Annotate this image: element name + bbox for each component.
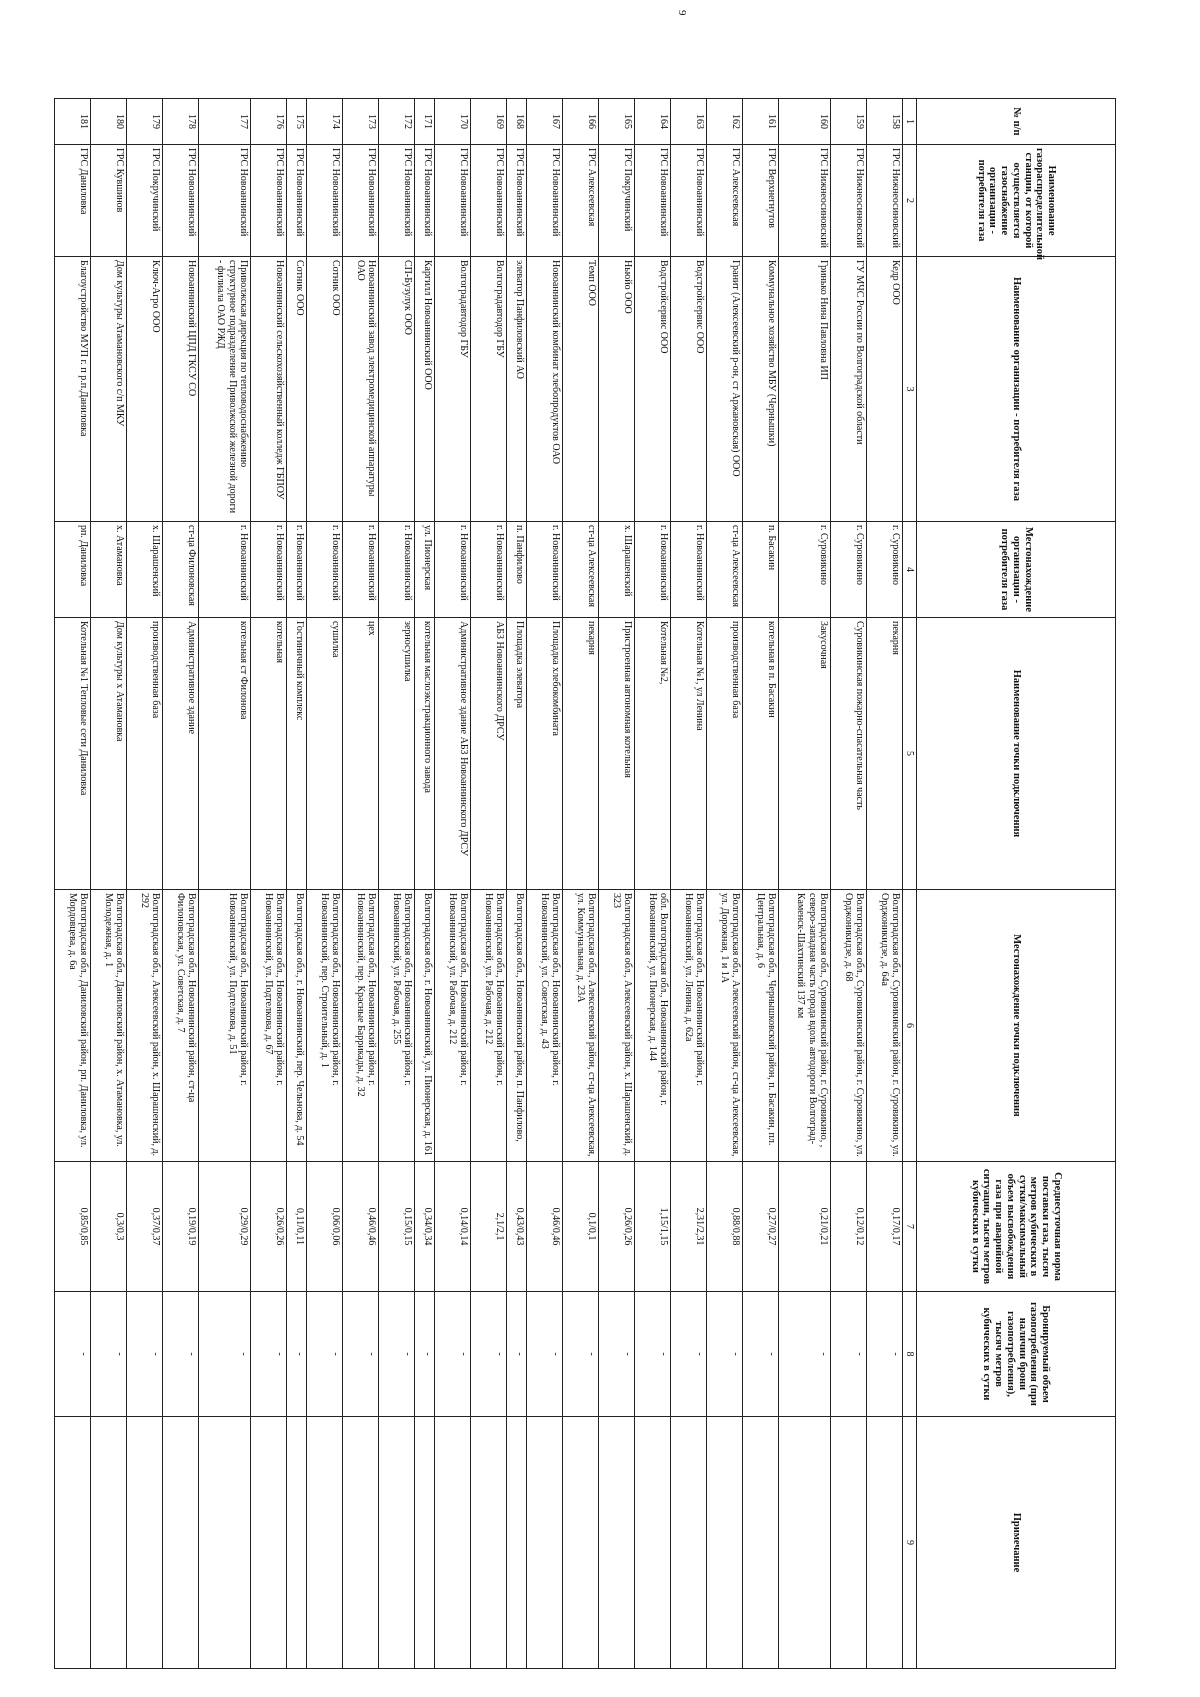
- reserved-volume: -: [471, 1292, 507, 1417]
- connection-point-address: Волгоградская обл., Алексеевский район, ст-ца Алексеевская, ул. Дорожная, 1 и 1А: [707, 890, 743, 1162]
- table-row: [199, 99, 251, 1669]
- gas-norm: 0,27/0,27: [743, 1162, 779, 1292]
- note: [471, 1417, 507, 1669]
- row-number: 177: [199, 99, 251, 145]
- table-row: [471, 99, 507, 1669]
- consumer-location: г. Суровикино: [779, 522, 831, 618]
- connection-point-address: Волгоградская обл., Новоаннинский район, п. Панфилово,: [507, 890, 527, 1162]
- grs-name: ГРС Новоаннинский: [306, 145, 342, 257]
- header-cell: № п/п: [917, 99, 1116, 145]
- gas-norm: 0,88/0,88: [707, 1162, 743, 1292]
- consumer-name: Водстройсервис ООО: [635, 257, 671, 522]
- reserved-volume: -: [91, 1292, 127, 1417]
- reserved-volume: -: [199, 1292, 251, 1417]
- table-row: [507, 99, 527, 1669]
- grs-name: ГРС Новоаннинский: [671, 145, 707, 257]
- gas-norm: 0,19/0,19: [163, 1162, 199, 1292]
- table-row: [127, 99, 163, 1669]
- grs-name: ГРС Нижнеосиновский: [866, 145, 902, 257]
- connection-point-address: Волгоградская обл., Новоаннинский район, ст-ца Филоновская, ул. Советская, д. 7: [163, 890, 199, 1162]
- connection-point-address: Волгоградская обл., Даниловский район, рп. Даниловка, ул. Мордовцева, д. 6а: [55, 890, 91, 1162]
- consumer-name: Новоаннинский ЦПД ГКСУ СО: [163, 257, 199, 522]
- consumer-name: Ньюйо ООО: [599, 257, 635, 522]
- note: [563, 1417, 599, 1669]
- row-number: 171: [414, 99, 434, 145]
- connection-point-name: Суровикинская пожарно-спасательная часть: [830, 618, 866, 890]
- connection-point-name: АБЗ Новоаннинского ДРСУ: [471, 618, 507, 890]
- header-cell: Наименование организации - потребителя газа: [917, 257, 1116, 522]
- gas-norm: 0,21/0,21: [779, 1162, 831, 1292]
- consumer-name: элеватор Панфиловский АО: [507, 257, 527, 522]
- note: [199, 1417, 251, 1669]
- column-number-row: [902, 99, 916, 1669]
- gas-norm: 0,15/0,15: [378, 1162, 414, 1292]
- consumer-location: г. Новоаннинский: [342, 522, 378, 618]
- connection-point-name: Площадка хлебокомбината: [527, 618, 563, 890]
- header-cell: Примечание: [917, 1417, 1116, 1669]
- connection-point-address: Волгоградская обл., г. Новоаннинский, ул. Пионерская, д. 161: [414, 890, 434, 1162]
- consumer-location: рп. Даниловка: [55, 522, 91, 618]
- consumer-location: х. Атамановка: [91, 522, 127, 618]
- connection-point-name: котельная ст Филонова: [199, 618, 251, 890]
- column-number: 5: [902, 618, 916, 890]
- table-row: [435, 99, 471, 1669]
- row-number: 179: [127, 99, 163, 145]
- reserved-volume: -: [507, 1292, 527, 1417]
- consumer-name: Сотник ООО: [286, 257, 306, 522]
- table-row: [635, 99, 671, 1669]
- table-row: [414, 99, 434, 1669]
- reserved-volume: -: [286, 1292, 306, 1417]
- connection-point-address: Волгоградская обл., Суровикинский район, г. Суровикино, ул. Орджоникидзе, д. 64а: [866, 890, 902, 1162]
- header-cell: Бронируемый объем газопотребления (при наличии брони газопотребления), тысяч метров кубических в сутки: [917, 1292, 1116, 1417]
- row-number: 176: [250, 99, 286, 145]
- consumer-name: Благоустройство МУП г. п р.п.Даниловка: [55, 257, 91, 522]
- reserved-volume: -: [830, 1292, 866, 1417]
- table-row: [378, 99, 414, 1669]
- reserved-volume: -: [563, 1292, 599, 1417]
- grs-name: ГРС Нижнеосиновский: [830, 145, 866, 257]
- grs-name: ГРС Алексеевская: [707, 145, 743, 257]
- reserved-volume: -: [306, 1292, 342, 1417]
- consumer-location: г. Новоаннинский: [306, 522, 342, 618]
- reserved-volume: -: [414, 1292, 434, 1417]
- row-number: 167: [527, 99, 563, 145]
- header-cell: Наименование точки подключения: [917, 618, 1116, 890]
- consumer-location: х. Шарашенский: [127, 522, 163, 618]
- note: [779, 1417, 831, 1669]
- column-number: 2: [902, 145, 916, 257]
- connection-point-name: котельная маслоэкстракционного завода: [414, 618, 434, 890]
- consumer-name: Коммунальное хозяйство МБУ (Чернышки): [743, 257, 779, 522]
- reserved-volume: -: [342, 1292, 378, 1417]
- gas-norm: 2,31/2,31: [671, 1162, 707, 1292]
- reserved-volume: -: [55, 1292, 91, 1417]
- row-number: 164: [635, 99, 671, 145]
- reserved-volume: -: [435, 1292, 471, 1417]
- grs-name: ГРС Новоаннинский: [527, 145, 563, 257]
- header-row: [917, 99, 1116, 1669]
- connection-point-name: Котельная №1, ул Ленина: [671, 618, 707, 890]
- connection-point-address: Волгоградская обл., г. Новоаннинский, пер. Чельнова, д. 54: [286, 890, 306, 1162]
- gas-norm: 0,17/0,17: [866, 1162, 902, 1292]
- table-row: [342, 99, 378, 1669]
- connection-point-address: Волгоградская обл., Чернышковский район, п. Басакин, пл. Центральная, д. 6: [743, 890, 779, 1162]
- consumer-location: ст-ца Алексеевская: [707, 522, 743, 618]
- note: [707, 1417, 743, 1669]
- connection-point-address: Волгоградская обл., Новоаннинский район, г. Новоаннинский, ул. Ленина, д. 62а: [671, 890, 707, 1162]
- connection-point-name: зерносушилка: [378, 618, 414, 890]
- table-row: [91, 99, 127, 1669]
- gas-norm: 0,43/0,43: [507, 1162, 527, 1292]
- row-number: 160: [779, 99, 831, 145]
- note: [91, 1417, 127, 1669]
- note: [286, 1417, 306, 1669]
- connection-point-name: Котельная №1 Тепловые сети Даниловка: [55, 618, 91, 890]
- consumer-location: ст-ца Филоновская: [163, 522, 199, 618]
- column-number: 8: [902, 1292, 916, 1417]
- row-number: 159: [830, 99, 866, 145]
- connection-point-address: Волгоградская обл., Новоаннинский район, г. Новоаннинский, пер. Строительный, д. 1: [306, 890, 342, 1162]
- table-row: [286, 99, 306, 1669]
- row-number: 173: [342, 99, 378, 145]
- column-number: 4: [902, 522, 916, 618]
- connection-point-address: Волгоградская обл., Суровикинский район, г. Суровикино, , северо-западная часть города вдоль автодороги Волгоград-Каменск-Шахтинский 137 км: [779, 890, 831, 1162]
- consumer-name: Ключ-Агро ООО: [127, 257, 163, 522]
- connection-point-name: Дом культуры х Атамановка: [91, 618, 127, 890]
- connection-point-address: Волгоградская обл., Алексеевский район, ст-ца Алексеевская, ул. Коммунальная, д. 23А: [563, 890, 599, 1162]
- consumer-location: ул. Пионерская: [414, 522, 434, 618]
- consumer-location: г. Новоаннинский: [527, 522, 563, 618]
- reserved-volume: -: [635, 1292, 671, 1417]
- grs-name: ГРС Новоаннинский: [507, 145, 527, 257]
- connection-point-name: Площадка элеватора: [507, 618, 527, 890]
- connection-point-address: Волгоградская обл., Новоаннинский район, г. Новоаннинский, ул. Подтелкова, д. 67: [250, 890, 286, 1162]
- table-body: [55, 99, 903, 1669]
- reserved-volume: -: [163, 1292, 199, 1417]
- table-row: [830, 99, 866, 1669]
- connection-point-name: котельная: [250, 618, 286, 890]
- row-number: 175: [286, 99, 306, 145]
- reserved-volume: -: [378, 1292, 414, 1417]
- reserved-volume: -: [743, 1292, 779, 1417]
- table-row: [563, 99, 599, 1669]
- header-cell: Местонахождение точки подключения: [917, 890, 1116, 1162]
- consumer-name: Волгоградавтодор ГБУ: [435, 257, 471, 522]
- consumer-location: г. Новоаннинский: [435, 522, 471, 618]
- reserved-volume: -: [599, 1292, 635, 1417]
- consumer-location: ст-ца Алексеевская: [563, 522, 599, 618]
- gas-supply-table: [54, 98, 1116, 1669]
- connection-point-name: пекарня: [563, 618, 599, 890]
- table-row: [599, 99, 635, 1669]
- note: [127, 1417, 163, 1669]
- row-number: 163: [671, 99, 707, 145]
- column-number: 6: [902, 890, 916, 1162]
- connection-point-name: Административное здание АБЗ Новоаннинского ДРСУ: [435, 618, 471, 890]
- connection-point-address: Волгоградская обл., Суровикинский район, г. Суровикино, ул. Орджоникидзе, д. 68: [830, 890, 866, 1162]
- connection-point-address: Волгоградская обл., Новоаннинский район, г. Новоаннинский, ул. Рабочая, д. 212: [471, 890, 507, 1162]
- row-number: 162: [707, 99, 743, 145]
- gas-norm: 0,12/0,12: [830, 1162, 866, 1292]
- consumer-location: г. Новоаннинский: [286, 522, 306, 618]
- connection-point-address: Волгоградская обл., Алексеевский район, х. Шарашенский, д. 323: [599, 890, 635, 1162]
- row-number: 165: [599, 99, 635, 145]
- table-row: [671, 99, 707, 1669]
- consumer-name: Дом культуры Атамановского с/п МКУ: [91, 257, 127, 522]
- connection-point-address: Волгоградская обл., Новоаннинский район, г. Новоаннинский, ул. Рабочая, д. 255: [378, 890, 414, 1162]
- grs-name: ГРС Новоаннинский: [414, 145, 434, 257]
- consumer-name: ГУ МЧС России по Волгоградской области: [830, 257, 866, 522]
- note: [414, 1417, 434, 1669]
- row-number: 174: [306, 99, 342, 145]
- row-number: 170: [435, 99, 471, 145]
- consumer-name: Приволжская дирекция по тепловодоснабжению структурное подразделение Приволжской железной дороги - филиала ОАО РЖД: [199, 257, 251, 522]
- grs-name: ГРС Кувшинов: [91, 145, 127, 257]
- note: [306, 1417, 342, 1669]
- consumer-location: г. Новоаннинский: [378, 522, 414, 618]
- table-row: [306, 99, 342, 1669]
- connection-point-name: производственная база: [127, 618, 163, 890]
- column-number: 3: [902, 257, 916, 522]
- consumer-name: СП-Бузулук ООО: [378, 257, 414, 522]
- connection-point-name: сушилка: [306, 618, 342, 890]
- consumer-name: Новоаннинский завод электромедицинской аппаратуры ОАО: [342, 257, 378, 522]
- gas-norm: 0,85/0,85: [55, 1162, 91, 1292]
- grs-name: ГРС Новоаннинский: [635, 145, 671, 257]
- consumer-location: х. Шарашенский: [599, 522, 635, 618]
- header-cell: Среднесуточная норма поставки газа, тысяч метров кубических в сутки/максимальный объем высвобождения газа при аварийной ситуации, тысяч метров кубических в сутки: [917, 1162, 1116, 1292]
- grs-name: ГРС Новоаннинский: [163, 145, 199, 257]
- consumer-location: г. Суровикино: [830, 522, 866, 618]
- column-number: 1: [902, 99, 916, 145]
- grs-name: ГРС Новоаннинский: [435, 145, 471, 257]
- note: [635, 1417, 671, 1669]
- consumer-name: Водстройсервис ООО: [671, 257, 707, 522]
- gas-norm: 2,1/2,1: [471, 1162, 507, 1292]
- connection-point-address: Волгоградская обл., Алексеевский район, х. Шарашенский, д. 292: [127, 890, 163, 1162]
- consumer-location: г. Новоаннинский: [199, 522, 251, 618]
- grs-name: ГРС Новоаннинский: [471, 145, 507, 257]
- table-row: [779, 99, 831, 1669]
- reserved-volume: -: [866, 1292, 902, 1417]
- row-number: 180: [91, 99, 127, 145]
- note: [830, 1417, 866, 1669]
- gas-norm: 0,14/0,14: [435, 1162, 471, 1292]
- table-row: [55, 99, 91, 1669]
- reserved-volume: -: [250, 1292, 286, 1417]
- row-number: 172: [378, 99, 414, 145]
- consumer-name: Гранит (Алексеевский р-он, ст Аржановская) ООО: [707, 257, 743, 522]
- page-number: 9: [676, 10, 688, 16]
- note: [163, 1417, 199, 1669]
- reserved-volume: -: [127, 1292, 163, 1417]
- note: [507, 1417, 527, 1669]
- reserved-volume: -: [779, 1292, 831, 1417]
- row-number: 158: [866, 99, 902, 145]
- grs-name: ГРС Новоаннинский: [378, 145, 414, 257]
- consumer-location: п. Басакин: [743, 522, 779, 618]
- connection-point-name: Административное здание: [163, 618, 199, 890]
- connection-point-address: Волгоградская обл., Новоаннинский район, г. Новоаннинский, пер. Красные Баррикады, д. 32: [342, 890, 378, 1162]
- gas-norm: 0,46/0,46: [527, 1162, 563, 1292]
- table-row: [707, 99, 743, 1669]
- row-number: 178: [163, 99, 199, 145]
- consumer-name: Каргилл Новоаннинский ООО: [414, 257, 434, 522]
- connection-point-name: пекарня: [866, 618, 902, 890]
- note: [250, 1417, 286, 1669]
- note: [527, 1417, 563, 1669]
- grs-name: ГРС Новоаннинский: [250, 145, 286, 257]
- table-row: [250, 99, 286, 1669]
- table-row: [527, 99, 563, 1669]
- reserved-volume: -: [527, 1292, 563, 1417]
- gas-norm: 1,15/1,15: [635, 1162, 671, 1292]
- grs-name: ГРС Покручинский: [127, 145, 163, 257]
- note: [599, 1417, 635, 1669]
- connection-point-name: Гостиничный комплекс: [286, 618, 306, 890]
- grs-name: ГРС Верхнегнутов: [743, 145, 779, 257]
- gas-norm: 0,26/0,26: [599, 1162, 635, 1292]
- note: [435, 1417, 471, 1669]
- grs-name: ГРС Новоаннинский: [199, 145, 251, 257]
- consumer-location: г. Новоаннинский: [250, 522, 286, 618]
- connection-point-address: Волгоградская обл., Даниловский район, х. Атамановка, ул. Молодежная, д. 1: [91, 890, 127, 1162]
- note: [671, 1417, 707, 1669]
- gas-norm: 0,3/0,3: [91, 1162, 127, 1292]
- connection-point-address: Волгоградская обл., Новоаннинский район, г. Новоаннинский, ул. Советская, д. 43: [527, 890, 563, 1162]
- header-cell: Наименование газораспределительной станции, от которой осуществляется газоснабжение организации - потребителя газа: [917, 145, 1116, 257]
- consumer-name: Гринько Нина Павловна ИП: [779, 257, 831, 522]
- consumer-name: Волгоградавтодор ГБУ: [471, 257, 507, 522]
- reserved-volume: -: [671, 1292, 707, 1417]
- gas-norm: 0,37/0,37: [127, 1162, 163, 1292]
- row-number: 161: [743, 99, 779, 145]
- gas-norm: 0,1/0,1: [563, 1162, 599, 1292]
- grs-name: ГРС Новоаннинский: [286, 145, 306, 257]
- column-number: 9: [902, 1417, 916, 1669]
- connection-point-name: цех: [342, 618, 378, 890]
- consumer-location: г. Новоаннинский: [671, 522, 707, 618]
- gas-norm: 0,46/0,46: [342, 1162, 378, 1292]
- grs-name: ГРС Даниловка: [55, 145, 91, 257]
- consumer-name: Сотник ООО: [306, 257, 342, 522]
- consumer-name: Новоаннинский сельскохозяйственный колледж ГБПОУ: [250, 257, 286, 522]
- note: [55, 1417, 91, 1669]
- gas-norm: 0,34/0,34: [414, 1162, 434, 1292]
- grs-name: ГРС Алексеевская: [563, 145, 599, 257]
- gas-norm: 0,11/0,11: [286, 1162, 306, 1292]
- note: [743, 1417, 779, 1669]
- table-row: [163, 99, 199, 1669]
- consumer-name: Кедр ООО: [866, 257, 902, 522]
- consumer-location: г. Новоаннинский: [471, 522, 507, 618]
- grs-name: ГРС Новоаннинский: [342, 145, 378, 257]
- connection-point-address: Волгоградская обл., Новоаннинский район, г. Новоаннинский, ул. Рабочая, д. 212: [435, 890, 471, 1162]
- gas-norm: 0,29/0,29: [199, 1162, 251, 1292]
- grs-name: ГРС Нижнеосиновский: [779, 145, 831, 257]
- reserved-volume: -: [707, 1292, 743, 1417]
- connection-point-address: обл. Волгоградская обл., Новоаннинский район, г. Новоаннинский, ул. Пионерская, д. 144: [635, 890, 671, 1162]
- table-row: [743, 99, 779, 1669]
- grs-name: ГРС Покручинский: [599, 145, 635, 257]
- consumer-name: Темп ООО: [563, 257, 599, 522]
- consumer-location: г. Суровикино: [866, 522, 902, 618]
- note: [378, 1417, 414, 1669]
- consumer-name: Новоаннинский комбинат хлебопродуктов ОАО: [527, 257, 563, 522]
- note: [866, 1417, 902, 1669]
- connection-point-name: Пристроенная автономная котельная: [599, 618, 635, 890]
- table-row: [866, 99, 902, 1669]
- connection-point-name: производственная база: [707, 618, 743, 890]
- connection-point-name: Закусочная: [779, 618, 831, 890]
- gas-norm: 0,06/0,06: [306, 1162, 342, 1292]
- row-number: 168: [507, 99, 527, 145]
- consumer-location: п. Панфилово: [507, 522, 527, 618]
- column-number: 7: [902, 1162, 916, 1292]
- connection-point-address: Волгоградская обл., Новоаннинский район, г. Новоаннинский, ул. Подтелкова, д. 51: [199, 890, 251, 1162]
- rotated-table-wrapper: [54, 98, 1116, 1668]
- gas-norm: 0,26/0,26: [250, 1162, 286, 1292]
- header-cell: Местонахождение организации - потребителя газа: [917, 522, 1116, 618]
- connection-point-name: котельная в п. Басакин: [743, 618, 779, 890]
- row-number: 181: [55, 99, 91, 145]
- consumer-location: г. Новоаннинский: [635, 522, 671, 618]
- connection-point-name: Котельная №2,: [635, 618, 671, 890]
- note: [342, 1417, 378, 1669]
- row-number: 166: [563, 99, 599, 145]
- row-number: 169: [471, 99, 507, 145]
